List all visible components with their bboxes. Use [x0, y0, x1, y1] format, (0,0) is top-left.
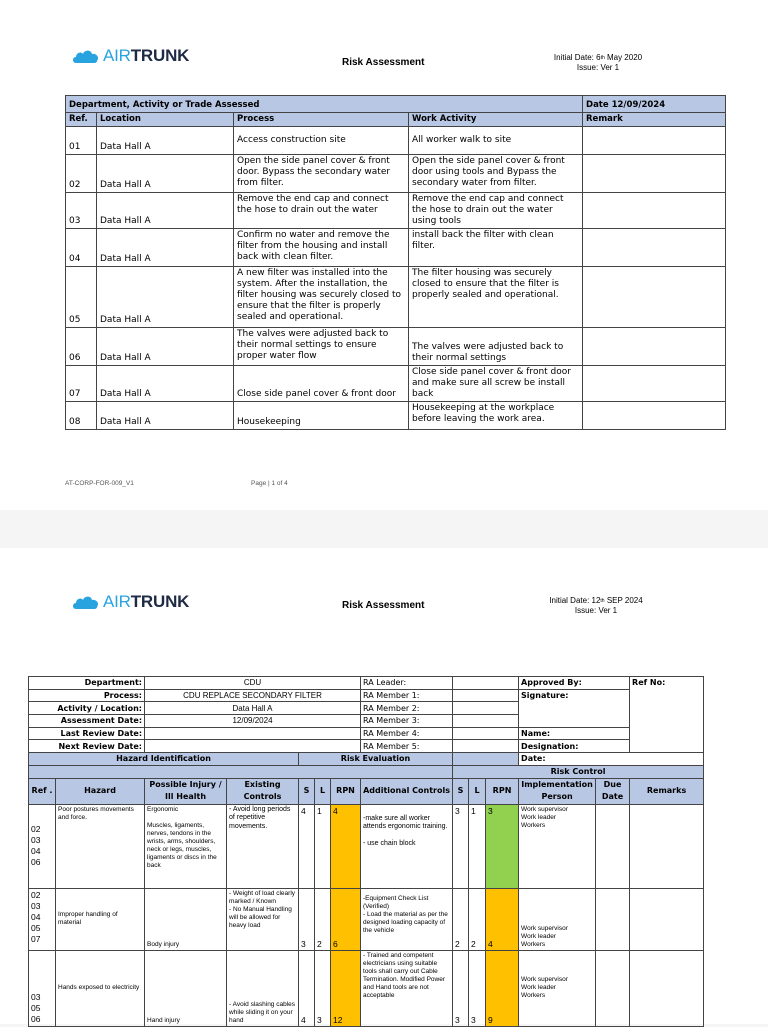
rpn-cell: 12 — [331, 950, 361, 1026]
rpn-cell: 4 — [331, 804, 361, 888]
logo-air-text: AIR — [103, 592, 131, 611]
designation-label: Designation: — [519, 740, 630, 753]
col-remarks: Remarks — [630, 778, 704, 804]
col-location: Location — [97, 113, 234, 127]
rpn-residual-cell: 9 — [486, 950, 519, 1026]
assessment-date-value: 12/09/2024 — [145, 715, 361, 728]
assessment-date-label: Assessment Date: — [29, 715, 145, 728]
ra-member-5-label: RA Member 5: — [361, 740, 453, 753]
issue-version: Issue: Ver 1 — [576, 63, 620, 72]
risk-control-header: Risk Control — [453, 765, 704, 778]
col-s2: S — [453, 778, 469, 804]
table-row: 03 05 06 Hands exposed to electricity Hand injury - Avoid slashing cables while sliding it on your hand 4 3 12 - Trained and competent electricians using suitable tools shall carry out Cable Termination. Modified Power and Hand tools are not acceptable 3 3 9 Work supervisor Work leader Workers — [29, 950, 704, 1026]
document-info — [534, 596, 658, 616]
col-rpn2: RPN — [486, 778, 519, 804]
col-additional-controls: Additional Controls — [361, 778, 453, 804]
table-row: 02 03 04 05 07 Improper handling of material Body injury - Weight of load clearly marked / Known - No Manual Handling will be allowed for heavy load 3 2 6 -Equipment Check List (Verified) - Load the material as per the designed loading capacity of the vehicle 2 2 4 Work supervisor Work leader Workers — [29, 888, 704, 950]
initial-date: Initial Date: 12th SEP 2024 — [549, 596, 643, 605]
hazard-identification-header: Hazard Identification — [29, 753, 299, 766]
risk-evaluation-header: Risk Evaluation — [299, 753, 453, 766]
logo-trunk-text: TRUNK — [130, 46, 190, 65]
next-review-label: Next Review Date: — [29, 740, 145, 753]
cloud-icon — [72, 48, 100, 64]
rpn-residual-cell: 3 — [486, 804, 519, 888]
col-work-activity: Work Activity — [409, 113, 583, 127]
signature-label: Signature: — [519, 689, 630, 727]
page-title: Risk Assessment — [342, 600, 425, 611]
col-rpn: RPN — [331, 778, 361, 804]
col-l2: L — [469, 778, 486, 804]
table-row: 08 Data Hall A Housekeeping Housekeeping at the workplace before leaving the work area. — [66, 402, 726, 430]
col-l: L — [315, 778, 331, 804]
date-label: Date: — [519, 753, 704, 766]
department-value: CDU — [145, 677, 361, 690]
approved-by-label: Approved By: — [519, 677, 630, 690]
table-row: 04 Data Hall A Confirm no water and remove the filter from the housing and install back with clean filter. install back the filter with clean filter. — [66, 229, 726, 267]
department-band-label: Department, Activity or Trade Assessed — [66, 96, 583, 113]
process-value: CDU REPLACE SECONDARY FILTER — [145, 689, 361, 702]
col-remark: Remark — [583, 113, 726, 127]
rpn-residual-cell: 4 — [486, 888, 519, 950]
logo-air-text: AIR — [103, 46, 131, 65]
col-ref: Ref . — [29, 778, 56, 804]
table-row: 03 Data Hall A Remove the end cap and connect the hose to drain out the water Remove the end cap and connect the hose to drain out the water using tools — [66, 193, 726, 229]
table-row: 07 Data Hall A Close side panel cover & front door Close side panel cover & front door and make sure all screw be install back — [66, 366, 726, 402]
cloud-icon — [72, 594, 100, 610]
issue-version: Issue: Ver 1 — [574, 606, 618, 615]
col-s: S — [299, 778, 315, 804]
col-due-date: Due Date — [596, 778, 630, 804]
initial-date: Initial Date: 6th May 2020 — [553, 53, 643, 62]
ra-member-4-label: RA Member 4: — [361, 727, 453, 740]
col-ref: Ref. — [66, 113, 97, 127]
ra-member-2-label: RA Member 2: — [361, 702, 453, 715]
airtrunk-logo — [72, 592, 189, 612]
activity-table — [65, 95, 726, 430]
logo-trunk-text: TRUNK — [130, 592, 190, 611]
col-process: Process — [234, 113, 409, 127]
col-existing-controls: Existing Controls — [227, 778, 299, 804]
footer-page-number: Page | 1 of 4 — [251, 480, 288, 487]
ref-no-label: Ref No: — [630, 677, 704, 753]
department-label: Department: — [29, 677, 145, 690]
ra-leader-label: RA Leader: — [361, 677, 453, 690]
activity-location-label: Activity / Location: — [29, 702, 145, 715]
col-implementation-person: Implementation Person — [519, 778, 596, 804]
table-row: 02 Data Hall A Open the side panel cover & front door. Bypass the secondary water from filter. Open the side panel cover & front door using tools and Bypass the secondary water from filter. — [66, 155, 726, 193]
process-label: Process: — [29, 689, 145, 702]
col-possible-injury: Possible Injury / Ill Health — [145, 778, 227, 804]
footer-doc-code: AT-CORP-FOR-009_V1 — [65, 480, 134, 487]
rpn-cell: 6 — [331, 888, 361, 950]
name-label: Name: — [519, 727, 630, 740]
last-review-label: Last Review Date: — [29, 727, 145, 740]
page-1 — [0, 0, 768, 510]
assessment-date: Date 12/09/2024 — [583, 96, 726, 113]
activity-location-value: Data Hall A — [145, 702, 361, 715]
table-row: 06 Data Hall A The valves were adjusted back to their normal settings to ensure proper water flow The valves were adjusted back to their normal settings — [66, 328, 726, 366]
document-info — [538, 53, 658, 73]
ra-member-1-label: RA Member 1: — [361, 689, 453, 702]
airtrunk-logo — [72, 46, 189, 66]
page-title: Risk Assessment — [342, 57, 425, 68]
col-hazard: Hazard — [56, 778, 145, 804]
risk-assessment-table — [28, 676, 704, 1027]
ra-member-3-label: RA Member 3: — [361, 715, 453, 728]
table-row: 01 Data Hall A Access construction site All worker walk to site — [66, 127, 726, 155]
page-2 — [0, 548, 768, 1024]
table-row: 02 03 04 06 Poor postures movements and force. Ergonomic Muscles, ligaments, nerves, tendons in the wrists, arms, shoulders, neck or legs, muscles, ligaments or discs in the back - Avoid long periods of repetitive movements. 4 1 4 -make sure all worker attends ergonomic training. - use chain block 3 1 3 Work supervisor Work leader Workers — [29, 804, 704, 888]
table-row: 05 Data Hall A A new filter was installed into the system. After the installation, the filter housing was securely closed to ensure that the filter is properly sealed and operational. The filter housing was securely closed to ensure that the filter is properly sealed and operational. — [66, 267, 726, 328]
